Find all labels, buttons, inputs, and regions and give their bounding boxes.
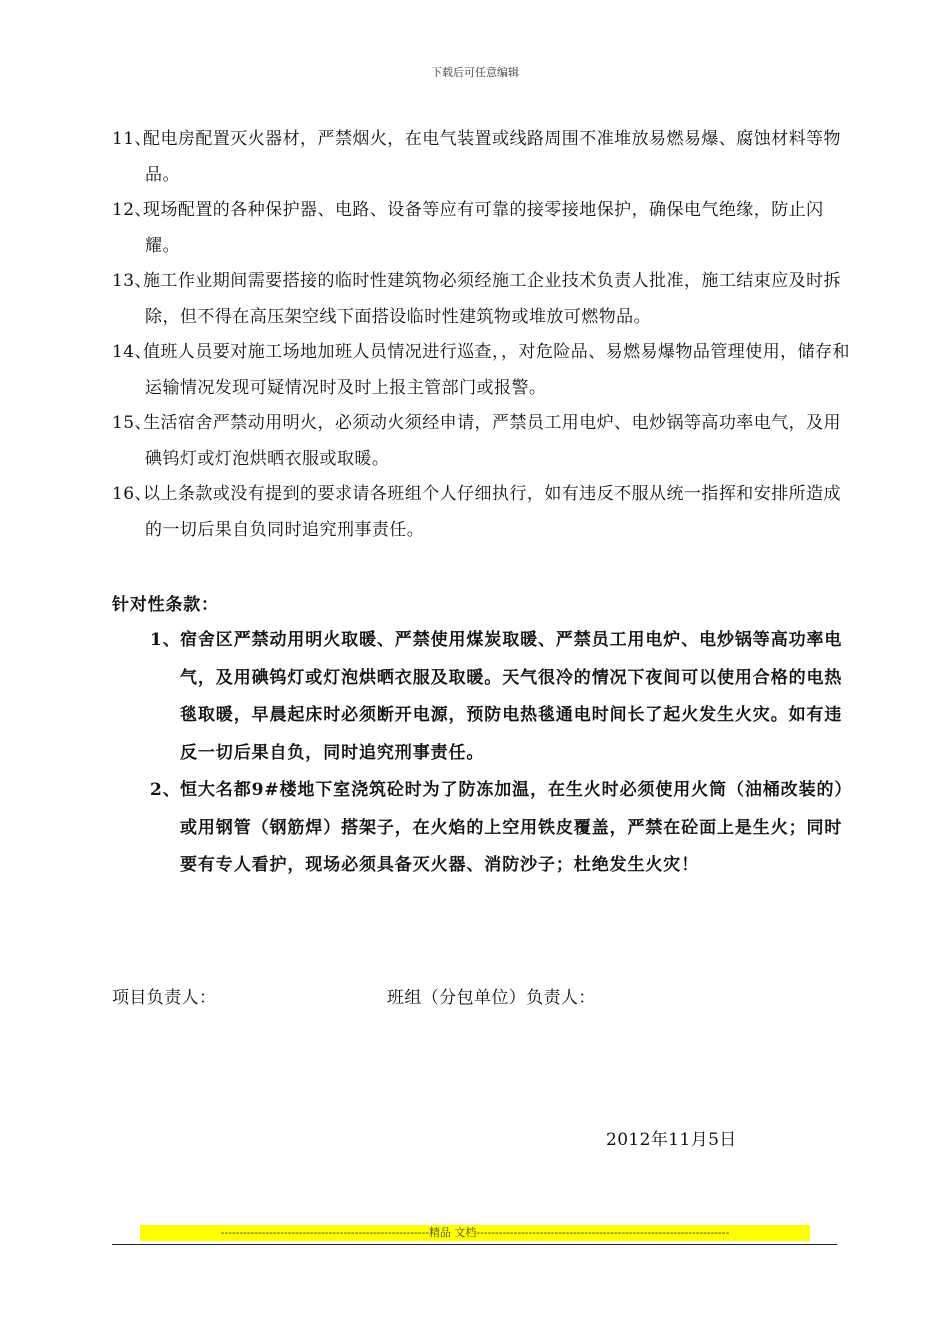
rule-number: 12、 [112,200,152,220]
targeted-clause-text: 宿舍区严禁动用明火取暖、严禁使用煤炭取暖、严禁员工用电炉、电炒锅等高功率电气，及用碘钨灯或灯泡烘晒衣服及取暖。天气很冷的情况下夜间可以使用合格的电热毯取暖，早晨起床时必须断开电源，预防电热毯通电时间长了起火发生火灾。如有违反一切后果自负，同时追究刑事责任。 [180,630,843,763]
rule-number: 14、 [112,342,152,362]
rule-item-11 [112,122,852,193]
document-date: 2012年11月5日 [606,1130,737,1150]
rule-text: 现场配置的各种保护器、电路、设备等应有可靠的接零接地保护，确保电气绝缘，防止闪耀。 [143,200,824,256]
targeted-clauses-title: 针对性条款： [112,595,219,615]
rule-item-16 [112,477,852,548]
rule-number: 11、 [112,129,152,149]
targeted-clause-1 [150,622,844,772]
rule-number: 13、 [112,271,152,291]
targeted-clause-2 [150,772,844,885]
rules-list [112,122,852,548]
footer-divider [112,1244,837,1245]
targeted-clauses-list [150,622,844,885]
rule-text: 以上条款或没有提到的要求请各班组个人仔细执行，如有违反不服从统一指挥和安排所造成的一切后果自负同时追究刑事责任。 [143,484,841,540]
targeted-clause-text: 恒大名都9#楼地下室浇筑砼时为了防冻加温，在生火时必须使用火筒（油桶改装的）或用钢管（钢筋焊）搭架子，在火焰的上空用铁皮覆盖，严禁在砼面上是生火；同时要有专人看护，现场必须具备灭火器、消防沙子；杜绝发生火灾！ [180,780,844,875]
rule-number: 15、 [112,413,152,433]
rule-text: 生活宿舍严禁动用明火，必须动火须经申请，严禁员工用电炉、电炒锅等高功率电气，及用碘钨灯或灯泡烘晒衣服或取暖。 [143,413,841,469]
rule-item-12 [112,193,852,264]
header-note: 下载后可任意编辑 [431,66,519,79]
rule-item-14 [112,335,852,406]
project-lead-signature-label: 项目负责人： [112,988,217,1008]
rule-item-15 [112,406,852,477]
rule-item-13 [112,264,852,335]
rule-text: 施工作业期间需要搭接的临时性建筑物必须经施工企业技术负责人批准，施工结束应及时拆除，但不得在高压架空线下面搭设临时性建筑物或堆放可燃物品。 [143,271,841,327]
footer-highlight-band [140,1225,810,1241]
rule-text: 配电房配置灭火器材，严禁烟火，在电气装置或线路周围不准堆放易燃易爆、腐蚀材料等物品。 [143,129,841,185]
footer-text: --------------------------------------------------------精品 文档-------------------------------------------------------------------- [220,1226,730,1239]
rule-text: 值班人员要对施工场地加班人员情况进行巡查，，对危险品、易燃易爆物品管理使用，储存和运输情况发现可疑情况时及时上报主管部门或报警。 [143,342,850,398]
rule-number: 16、 [112,484,152,504]
targeted-clause-number: 1、 [150,630,181,650]
team-lead-signature-label: 班组（分包单位）负责人： [387,988,596,1008]
targeted-clause-number: 2、 [150,780,181,800]
